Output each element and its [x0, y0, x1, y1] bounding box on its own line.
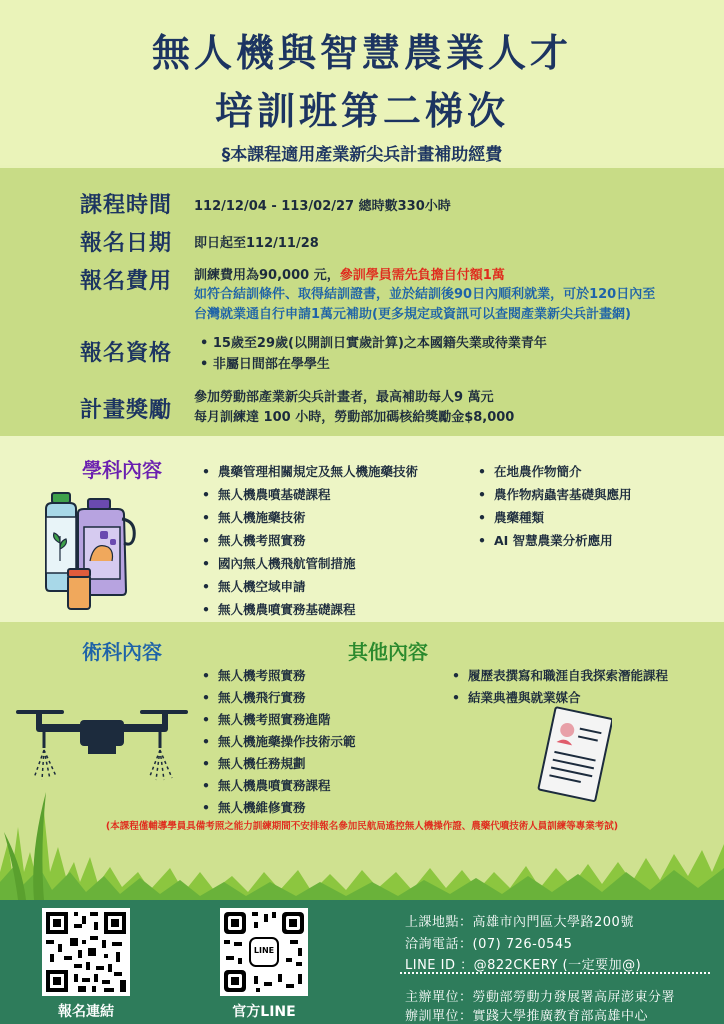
academic-title: 學科內容 [82, 458, 162, 482]
course-address: 上課地點：高雄市內門區大學路200號 [405, 915, 634, 930]
line-qr-code[interactable] [220, 908, 308, 996]
reward-line-1: 參加勞動部產業新尖兵計畫者，最高補助每人9 萬元 [194, 390, 494, 405]
subtitle: §本課程適用產業新尖兵計畫補助經費 [221, 145, 503, 165]
signup-date-value: 即日起至112/11/28 [194, 236, 319, 251]
academic-item: • 無人機農噴基礎課程 [202, 485, 331, 503]
practical-section [0, 622, 724, 900]
exam-disclaimer-note: (本課程僅輔導學員具備考照之能力訓練期間不安排報名參加民航局遙控無人機操作證、農藥代噴技術人員訓練等專業考試) [105, 821, 619, 832]
practical-item: • 無人機維修實務 [202, 798, 306, 816]
practical-title: 術科內容 [82, 640, 162, 664]
other-title: 其他內容 [348, 640, 428, 664]
practical-item: • 無人機任務規劃 [202, 754, 306, 772]
pesticide-bottles-icon [38, 491, 140, 611]
line-logo-text: LINE [253, 946, 275, 955]
schedule-label: 課程時間 [80, 193, 173, 218]
academic-item: • 在地農作物簡介 [478, 462, 582, 480]
contact-phone: 洽詢電話：(07) 726-0545 [405, 937, 573, 952]
academic-item: • AI 智慧農業分析應用 [478, 531, 613, 549]
academic-item: • 農作物病蟲害基礎與應用 [478, 485, 632, 503]
qr-code-icon [42, 908, 130, 996]
practical-item: • 無人機考照實務 [202, 666, 306, 684]
fee-line-1 [194, 264, 505, 283]
qualification-item: • 非屬日間部在學學生 [200, 357, 330, 372]
schedule-value: 112/12/04 - 113/02/27 總時數330小時 [194, 199, 451, 214]
academic-item: • 無人機空域申請 [202, 577, 306, 595]
footer-divider [400, 972, 710, 974]
academic-item: • 農藥管理相關規定及無人機施藥技術 [202, 462, 418, 480]
academic-item: • 無人機施藥技術 [202, 508, 306, 526]
academic-item: • 無人機考照實務 [202, 531, 306, 549]
reward-line-2: 每月訓練達 100 小時，勞動部加碼核給獎勵金$8,000 [194, 410, 515, 425]
reward-label: 計畫獎勵 [80, 398, 173, 423]
title-line-1: 無人機與智慧農業人才 [151, 31, 572, 75]
academic-item: • 農藥種類 [478, 508, 544, 526]
signup-qr-label: 報名連結 [58, 1004, 114, 1020]
other-item: • 結業典禮與就業媒合 [452, 688, 581, 706]
training-host: 辦訓單位：實踐大學推廣教育部高雄中心 [405, 1009, 649, 1024]
organizer: 主辦單位：勞動部勞動力發展署高屏澎東分署 [405, 990, 676, 1005]
academic-section [0, 436, 724, 622]
fee-copay-text: 參訓學員需先負擔自付額1萬 [339, 268, 505, 283]
practical-item: • 無人機農噴實務課程 [202, 776, 331, 794]
signup-date-label: 報名日期 [80, 231, 173, 256]
fee-amount-text: 訓練費用為90,000 元， [194, 268, 340, 283]
academic-item: • 無人機農噴實務基礎課程 [202, 600, 356, 618]
footer [0, 900, 724, 1024]
line-qr-label: 官方LINE [232, 1004, 296, 1020]
other-item: • 履歷表撰寫和職涯自我探索潛能課程 [452, 666, 668, 684]
practical-item: • 無人機施藥操作技術示範 [202, 732, 356, 750]
fee-line-2: 如符合結訓條件、取得結訓證書，並於結訓後90日內順利就業，可於120日內至 [194, 287, 656, 302]
header [0, 0, 724, 165]
title-line-2: 培訓班第二梯次 [214, 89, 509, 133]
qualification-item: • 15歲至29歲(以開訓日實歲計算)之本國籍失業或待業青年 [200, 336, 547, 351]
line-id: LINE ID ：@822CKERY (一定要加@) [405, 958, 642, 973]
practical-item: • 無人機考照實務進階 [202, 710, 331, 728]
qualification-label: 報名資格 [80, 341, 173, 366]
fee-line-3: 台灣就業通自行申請1萬元補助(更多規定或資訊可以查閱產業新尖兵計畫網) [194, 307, 631, 322]
practical-item: • 無人機飛行實務 [202, 688, 306, 706]
signup-qr-code[interactable] [42, 908, 130, 996]
course-info-section [0, 168, 724, 436]
grass-illustration [0, 772, 724, 900]
fee-label: 報名費用 [80, 269, 173, 294]
academic-item: • 國內無人機飛航管制措施 [202, 554, 356, 572]
